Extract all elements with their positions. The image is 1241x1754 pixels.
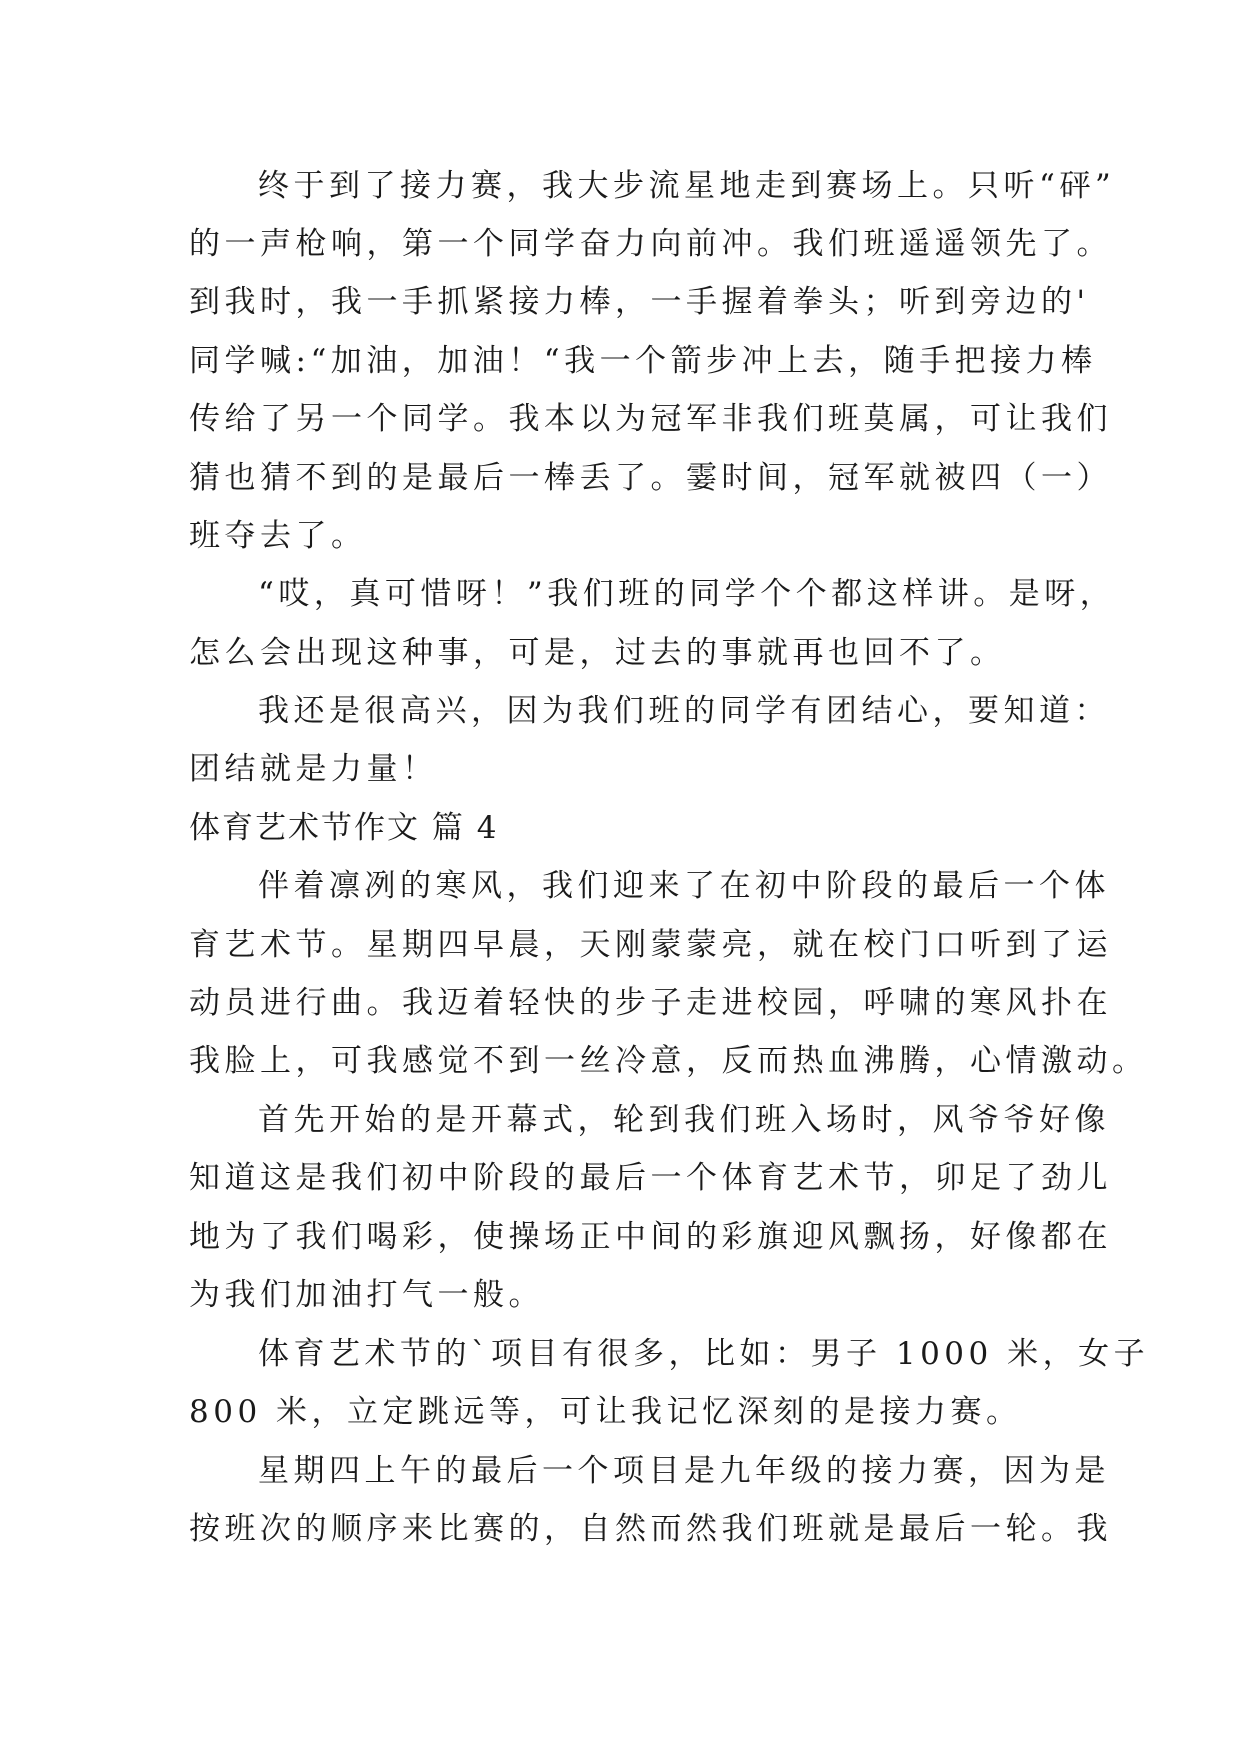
paragraph-line: 地为了我们喝彩，使操场正中间的彩旗迎风飘扬，好像都在 <box>189 1219 1112 1255</box>
paragraph-line: 动员进行曲。我迈着轻快的步子走进校园，呼啸的寒风扑在 <box>189 985 1112 1021</box>
paragraph-line: 体育艺术节的`项目有很多，比如：男子 1000 米，女子 <box>258 1336 1150 1372</box>
paragraph-line: 到我时，我一手抓紧接力棒，一手握着拳头；听到旁边的' <box>189 284 1090 320</box>
section-heading: 体育艺术节作文 篇 4 <box>189 810 499 846</box>
paragraph-line: 团结就是力量！ <box>189 751 438 787</box>
paragraph-line: 为我们加油打气一般。 <box>189 1277 544 1313</box>
paragraph-line: 我脸上，可我感觉不到一丝冷意，反而热血沸腾，心情激动。 <box>189 1043 1148 1079</box>
paragraph-line: 猜也猜不到的是最后一棒丢了。霎时间，冠军就被四（一） <box>189 460 1112 496</box>
paragraph-line: 终于到了接力赛，我大步流星地走到赛场上。只听“砰” <box>258 168 1116 204</box>
paragraph-line: 伴着凛冽的寒风，我们迎来了在初中阶段的最后一个体 <box>258 868 1110 904</box>
paragraph-line: 知道这是我们初中阶段的最后一个体育艺术节，卯足了劲儿 <box>189 1160 1112 1196</box>
paragraph-line: 我还是很高兴，因为我们班的同学有团结心，要知道： <box>258 693 1110 729</box>
paragraph-line: “哎，真可惜呀！”我们班的同学个个都这样讲。是呀， <box>258 576 1116 612</box>
paragraph-line: 800 米，立定跳远等，可让我记忆深刻的是接力赛。 <box>189 1394 1022 1430</box>
paragraph-line: 怎么会出现这种事，可是，过去的事就再也回不了。 <box>189 635 1006 671</box>
paragraph-line: 班夺去了。 <box>189 518 367 554</box>
paragraph-line: 传给了另一个同学。我本以为冠军非我们班莫属，可让我们 <box>189 401 1112 437</box>
paragraph-line: 首先开始的是开幕式，轮到我们班入场时，风爷爷好像 <box>258 1102 1110 1138</box>
paragraph-line: 按班次的顺序来比赛的，自然而然我们班就是最后一轮。我 <box>189 1511 1112 1547</box>
paragraph-line: 同学喊:“加油，加油！“我一个箭步冲上去，随手把接力棒 <box>189 343 1097 379</box>
paragraph-line: 的一声枪响，第一个同学奋力向前冲。我们班遥遥领先了。 <box>189 226 1112 262</box>
paragraph-line: 育艺术节。星期四早晨，天刚蒙蒙亮，就在校门口听到了运 <box>189 927 1112 963</box>
paragraph-line: 星期四上午的最后一个项目是九年级的接力赛，因为是 <box>258 1453 1110 1489</box>
